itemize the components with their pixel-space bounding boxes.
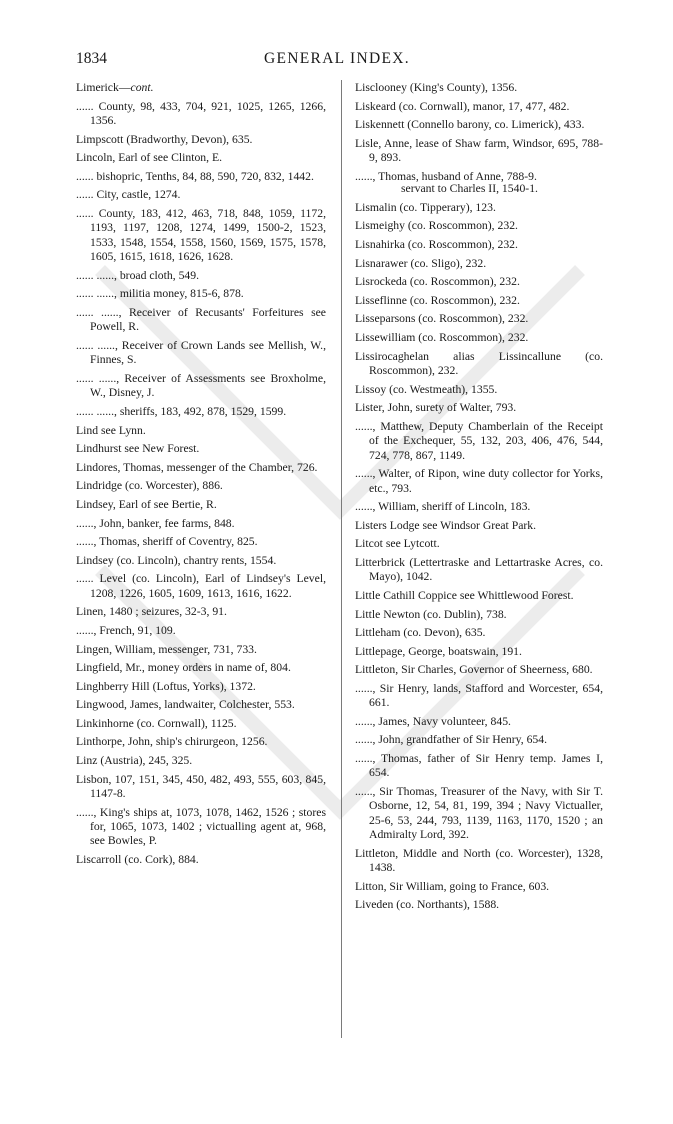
index-entry: [355, 847, 603, 876]
index-entry-text: Liskeard (co. Cornwall), manor, 17, 477, 482.: [355, 99, 570, 113]
index-entry-text: Lisseparsons (co. Roscommon), 232.: [355, 312, 529, 326]
index-entry: [76, 461, 326, 475]
index-entry-text: Lingen, William, messenger, 731, 733.: [76, 642, 257, 656]
index-entry: [355, 645, 603, 659]
index-entry: [355, 663, 603, 677]
index-entry-text: Lingwood, James, landwaiter, Colchester, 553.: [76, 698, 295, 712]
index-entry: [76, 853, 326, 867]
index-entry-text: Lingfield, Mr., money orders in name of, 804.: [76, 661, 291, 675]
index-entry: [355, 118, 603, 132]
index-entry-text: ......, Thomas, husband of Anne, 788-9.: [355, 169, 537, 183]
index-entry-text: Lisle, Anne, lease of Shaw farm, Windsor, 695, 788-9, 893.: [355, 136, 603, 165]
index-entry: [76, 773, 326, 802]
index-entry: [76, 151, 326, 165]
page-header: [76, 50, 598, 72]
index-entry: [355, 608, 603, 622]
index-entry: [355, 137, 603, 166]
index-entry: [76, 643, 326, 657]
index-entry-text: ......, John, grandfather of Sir Henry, 654.: [355, 733, 548, 747]
index-entry-text: Liveden (co. Northants), 1588.: [355, 898, 500, 912]
index-entry-text: ...... ......, militia money, 815-6, 878.: [76, 287, 244, 301]
index-entry-text: ......, Walter, of Ripon, wine duty collector for Yorks, etc., 793.: [355, 467, 603, 495]
index-entry-text: ...... ......, Receiver of Assessments see Broxholme, W., Disney, J.: [76, 371, 326, 400]
index-entry-text: Lismalin (co. Tipperary), 123.: [355, 200, 496, 214]
index-entry-text: Lind see Lynn.: [76, 423, 146, 437]
index-entry: [76, 517, 326, 531]
index-entry-text: Limerick—: [76, 81, 131, 94]
index-entry-text: Linthorpe, John, ship's chirurgeon, 1256.: [76, 735, 268, 749]
index-entry: [76, 479, 326, 493]
index-entry-text: Lisbon, 107, 151, 345, 450, 482, 493, 555, 603, 845, 1147-8.: [76, 772, 326, 801]
index-entry-text: ...... ......, broad cloth, 549.: [76, 268, 200, 282]
index-entry-text: servant to Charles II, 1540-1.: [401, 182, 538, 196]
index-entry: [355, 880, 603, 894]
index-entry-text: Lismeighy (co. Roscommon), 232.: [355, 219, 518, 233]
index-entry: [355, 519, 603, 533]
index-entry-text: Lisnarawer (co. Sligo), 232.: [355, 256, 487, 270]
index-entry-text: ......, Matthew, Deputy Chamberlain of the Receipt of the Exchequer, 55, 132, 203, 406, 476, 544, 724, 778, 867, 1149.: [355, 419, 603, 462]
index-entry: [355, 257, 603, 271]
index-entry-text: Litterbrick (Lettertraske and Lettartraske Acres, co. Mayo), 1042.: [355, 555, 603, 584]
index-entry: [76, 735, 326, 749]
index-entry-text: ...... Level (co. Lincoln), Earl of Lindsey's Level, 1208, 1226, 1605, 1609, 1613, 1616, 1622.: [76, 572, 326, 600]
index-entry: [355, 294, 603, 308]
index-entry-text: Lisrockeda (co. Roscommon), 232.: [355, 275, 520, 289]
index-entry: [355, 682, 603, 711]
index-entry: [355, 401, 603, 415]
index-column-left: [76, 81, 326, 872]
index-entry: [76, 207, 326, 265]
index-entry: [76, 605, 326, 619]
index-entry: [76, 624, 326, 638]
index-entry-text: Listers Lodge see Windsor Great Park.: [355, 518, 537, 532]
index-entry-text: ......, French, 91, 109.: [76, 623, 176, 637]
index-entry: [355, 219, 603, 233]
index-entry-text: Littlepage, George, boatswain, 191.: [355, 644, 522, 658]
index-entry: [76, 680, 326, 694]
index-entry: [355, 556, 603, 585]
index-entry-text: Lissoy (co. Westmeath), 1355.: [355, 382, 498, 396]
index-entry: [355, 238, 603, 252]
page-number: 1834: [76, 50, 107, 67]
index-entry: [76, 133, 326, 147]
index-entry-text: ...... bishopric, Tenths, 84, 88, 590, 720, 832, 1442.: [76, 169, 314, 183]
index-entry: [76, 372, 326, 401]
index-entry: [76, 698, 326, 712]
index-entry-text: Lindsey, Earl of see Bertie, R.: [76, 497, 217, 511]
index-entry-text: ......, King's ships at, 1073, 1078, 1462, 1526 ; stores for, 1065, 1073, 1402 ; victualling agent at, 968, see Bowles, P.: [76, 805, 326, 848]
index-entry: [76, 188, 326, 202]
index-entry-text: ......, Sir Thomas, Treasurer of the Navy, with Sir T. Osborne, 12, 54, 81, 199, 394 ; Navy Victualler, 25-6, 53, 244, 793, 1139, 1163, 1170, 1520 ; an Admiralty Lord, 392.: [355, 785, 603, 842]
index-entry-text: ......, Thomas, sheriff of Coventry, 825.: [76, 535, 258, 549]
index-entry-text: Lissewilliam (co. Roscommon), 232.: [355, 330, 529, 344]
index-entry-text: Linen, 1480 ; seizures, 32-3, 91.: [76, 605, 227, 619]
index-entry: [355, 500, 603, 514]
index-entry-text: Lisnahirka (co. Roscommon), 232.: [355, 237, 518, 251]
index-entry: [355, 715, 603, 729]
index-entry-text: Littleham (co. Devon), 635.: [355, 626, 486, 640]
index-entry-text: Liskennett (Connello barony, co. Limerick), 433.: [355, 118, 585, 132]
index-entry: [355, 383, 603, 397]
index-entry-text: Little Newton (co. Dublin), 738.: [355, 607, 507, 621]
index-column-right: [355, 81, 603, 917]
index-entry-text: ...... ......, sheriffs, 183, 492, 878, 1529, 1599.: [76, 404, 287, 418]
index-entry-text: ......, William, sheriff of Lincoln, 183.: [355, 500, 531, 514]
index-entry: [76, 100, 326, 129]
index-entry: [76, 287, 326, 301]
index-entry: [355, 350, 603, 379]
running-title: GENERAL INDEX.: [264, 50, 410, 67]
index-entry-text: ......, Thomas, father of Sir Henry temp. James I, 654.: [355, 752, 603, 780]
index-entry-text: ......, John, banker, fee farms, 848.: [76, 516, 235, 530]
index-entry-text: Lindsey (co. Lincoln), chantry rents, 1554.: [76, 553, 277, 567]
index-entry-text: ...... County, 183, 412, 463, 718, 848, 1059, 1172, 1193, 1197, 1208, 1274, 1499, 1500-2, 1523, 1533, 1548, 1554, 1558, 1560, 1569, 1575, 1578, 1605, 1615, 1618, 1626, 1628.: [76, 206, 326, 264]
index-entry: [355, 898, 603, 912]
index-entry: [355, 201, 603, 215]
index-entry-text: Linkinhorne (co. Cornwall), 1125.: [76, 716, 237, 730]
index-entry-text: ......, James, Navy volunteer, 845.: [355, 714, 511, 728]
index-entry-text: ......, Sir Henry, lands, Stafford and Worcester, 654, 661.: [355, 681, 603, 710]
index-entry: [355, 785, 603, 843]
index-entry: [76, 806, 326, 849]
index-entry: [76, 572, 326, 601]
index-entry: [355, 275, 603, 289]
index-entry-text: Lister, John, surety of Walter, 793.: [355, 401, 517, 415]
index-entry: [76, 442, 326, 456]
index-entry-text: ...... County, 98, 433, 704, 921, 1025, 1265, 1266, 1356.: [76, 99, 326, 127]
index-entry: [355, 467, 603, 496]
index-entry-text: Linz (Austria), 245, 325.: [76, 754, 193, 768]
index-entry: [76, 306, 326, 335]
index-entry-text: Little Cathill Coppice see Whittlewood Forest.: [355, 588, 574, 602]
index-entry-text: ...... ......, Receiver of Recusants' Forfeitures see Powell, R.: [76, 305, 326, 334]
index-entry: [355, 589, 603, 603]
index-entry-text: Lindores, Thomas, messenger of the Chamber, 726.: [76, 460, 318, 474]
index-entry-text: Lisseflinne (co. Roscommon), 232.: [355, 293, 520, 307]
index-entry: [76, 405, 326, 419]
index-entry: [355, 733, 603, 747]
index-entry: [355, 420, 603, 463]
index-entry: [76, 717, 326, 731]
index-entry-text: Lissirocaghelan alias Lissincallune (co. Roscommon), 232.: [355, 349, 603, 377]
index-entry: [355, 182, 603, 196]
index-entry-text: Limpscott (Bradworthy, Devon), 635.: [76, 132, 253, 146]
index-entry: [355, 312, 603, 326]
index-entry-text: ...... City, castle, 1274.: [76, 188, 181, 202]
index-entry-text: Lincoln, Earl of see Clinton, E.: [76, 151, 223, 165]
index-entry-text: Linghberry Hill (Loftus, Yorks), 1372.: [76, 679, 256, 693]
index-entry-text: ...... ......, Receiver of Crown Lands see Mellish, W., Finnes, S.: [76, 338, 326, 367]
index-entry: [76, 754, 326, 768]
index-entry: [76, 661, 326, 675]
index-entry: [76, 339, 326, 368]
index-entry: [355, 626, 603, 640]
index-entry: [355, 331, 603, 345]
index-entry: [76, 424, 326, 438]
index-entry-text: Littleton, Sir Charles, Governor of Sheerness, 680.: [355, 663, 593, 677]
index-entry: [76, 170, 326, 184]
index-entry: [76, 535, 326, 549]
index-entry-text: Liscarroll (co. Cork), 884.: [76, 853, 199, 867]
index-entry-text: Litcot see Lytcott.: [355, 537, 440, 551]
index-entry-text: Lindhurst see New Forest.: [76, 442, 200, 456]
index-entry: [355, 100, 603, 114]
column-divider: [341, 80, 342, 1038]
index-entry-text: Litton, Sir William, going to France, 603.: [355, 879, 550, 893]
index-entry: [355, 537, 603, 551]
index-entry: [76, 81, 326, 95]
index-entry-text: Lisclooney (King's County), 1356.: [355, 81, 518, 94]
index-entry: [76, 269, 326, 283]
index-entry-text: Lindridge (co. Worcester), 886.: [76, 479, 223, 493]
index-entry: [355, 81, 603, 95]
index-entry-continuation: cont.: [130, 81, 154, 94]
index-entry: [76, 554, 326, 568]
index-entry: [76, 498, 326, 512]
index-entry-text: Littleton, Middle and North (co. Worcester), 1328, 1438.: [355, 846, 603, 875]
index-entry: [355, 752, 603, 781]
